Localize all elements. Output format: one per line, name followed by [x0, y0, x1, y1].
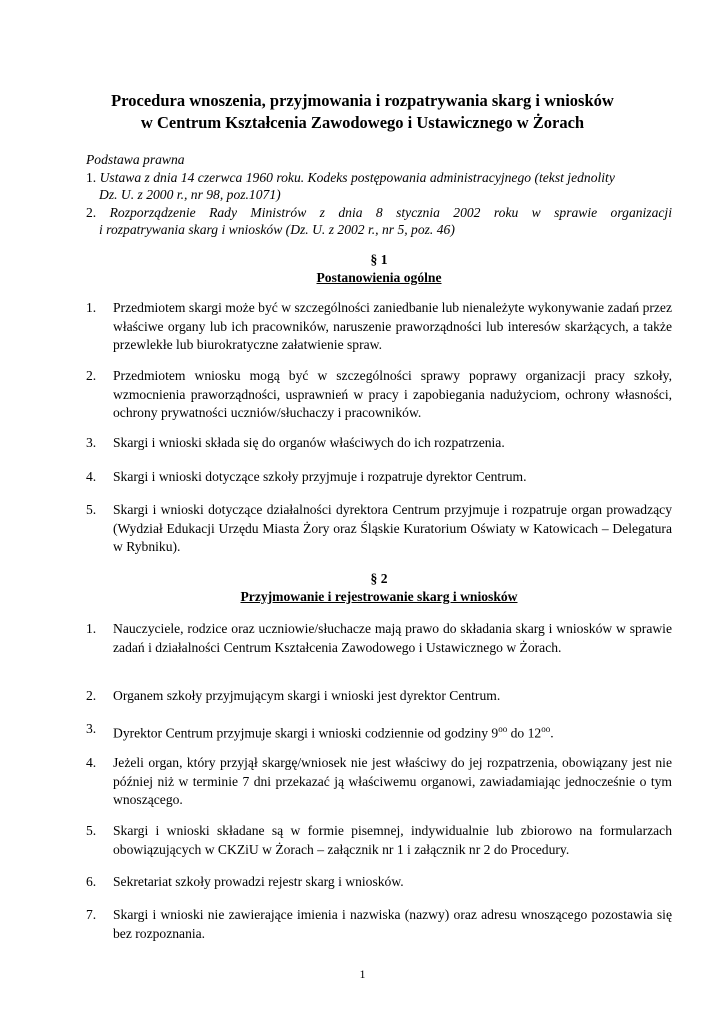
list-item: 3. Skargi i wnioski składa się do organów właściwych do ich rozpatrzenia.	[86, 435, 505, 450]
legal-basis-item: 1. Ustawa z dnia 14 czerwca 1960 roku. Kodeks postępowania administracyjnego (tekst jednolity	[86, 169, 615, 185]
list-item: 6. Sekretariat szkoły prowadzi rejestr skarg i wniosków.	[86, 874, 404, 889]
section-symbol: § 2	[370, 571, 388, 586]
legal-basis-item-cont: i rozpatrywania skarg i wniosków (Dz. U. z 2002 r., nr 5, poz. 46)	[99, 222, 455, 237]
list-item: 2. Przedmiotem wniosku mogą być w szczególności sprawy poprawy organizacji pracy szkoły, wzmocnienia praworządności, usprawnień w pracy i zapobiegania nadużyciom, ochrony własności, ochrony prywatności uczniów/słuchaczy i pracowników.	[86, 368, 672, 420]
list-item: 5. Skargi i wnioski dotyczące działalności dyrektora Centrum przyjmuje i rozpatruje organ prowadzący (Wydział Edukacji Urzędu Miasta Żory oraz Śląskie Kuratorium Oświaty w Katowicach – Delegatura w Rybniku).	[86, 502, 672, 554]
legal-basis-item-cont: Dz. U. z 2000 r., nr 98, poz.1071)	[99, 187, 281, 202]
title-line-2: w Centrum Kształcenia Zawodowego i Ustawicznego w Żorach	[140, 113, 585, 132]
list-item: 4. Jeżeli organ, który przyjął skargę/wniosek nie jest właściwy do jej rozpatrzenia, obowiązany jest nie później niż w terminie 7 dni przekazać ją właściwemu organowi, zawiadamiając jednocześnie o tym wnoszącego.	[86, 755, 672, 807]
section-1-header	[86, 251, 672, 287]
list-item: 4. Skargi i wnioski dotyczące szkoły przyjmuje i rozpatruje dyrektor Centrum.	[86, 469, 527, 484]
document-title	[60, 90, 665, 134]
list-item: 1. Przedmiotem skargi może być w szczególności zaniedbanie lub nienależyte wykonywanie zadań przez właściwe organy lub ich pracowników, naruszenie praworządności lub interesów skarżących, a także przewlekłe lub biurokratyczne załatwienie spraw.	[86, 300, 672, 352]
section-heading: Przyjmowanie i rejestrowanie skarg i wniosków	[240, 589, 518, 604]
section-2-header	[86, 570, 672, 606]
legal-basis-heading: Podstawa prawna	[86, 152, 185, 167]
legal-basis-item: 2. Rozporządzenie Rady Ministrów z dnia 8 stycznia 2002 roku w sprawie organizacji	[86, 204, 672, 220]
section-heading: Postanowienia ogólne	[316, 270, 442, 285]
list-item: 3. Dyrektor Centrum przyjmuje skargi i wnioski codziennie od godziny $9^{oo}$ do $12^{oo}$.	[86, 721, 554, 741]
title-line-1: Procedura wnoszenia, przyjmowania i rozpatrywania skarg i wniosków	[111, 91, 614, 110]
list-item: 2. Organem szkoły przyjmującym skargi i wnioski jest dyrektor Centrum.	[86, 688, 501, 703]
legal-basis	[86, 151, 672, 239]
section-symbol: § 1	[370, 252, 388, 267]
list-item: 1. Nauczyciele, rodzice oraz uczniowie/słuchacze mają prawo do składania skarg i wniosków w sprawie zadań i działalności Centrum Kształcenia Zawodowego i Ustawicznego w Żorach.	[86, 621, 672, 655]
list-item: 5. Skargi i wnioski składane są w formie pisemnej, indywidualnie lub zbiorowo na formularzach obowiązujących w CKZiU w Żorach – załącznik nr 1 i załącznik nr 2 do Procedury.	[86, 823, 672, 857]
list-item: 7. Skargi i wnioski nie zawierające imienia i nazwiska (nazwy) oraz adresu wnoszącego pozostawia się bez rozpoznania.	[86, 907, 672, 941]
page-number: 1	[359, 967, 366, 981]
